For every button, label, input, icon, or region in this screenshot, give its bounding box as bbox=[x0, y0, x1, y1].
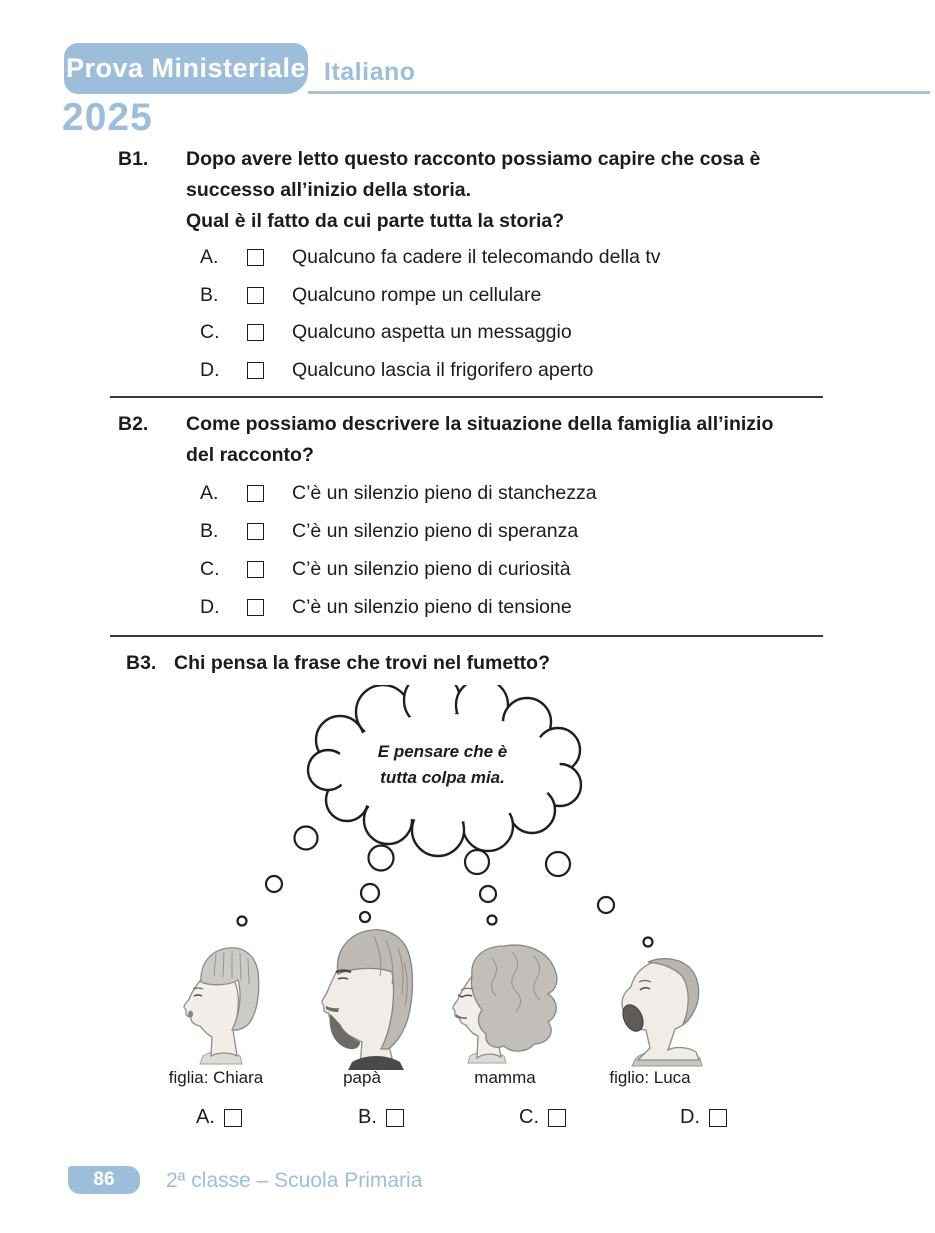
option-row-b1-c bbox=[200, 321, 572, 344]
answer-checkbox[interactable] bbox=[247, 599, 264, 616]
answer-checkbox[interactable] bbox=[224, 1109, 242, 1127]
option-letter: A. bbox=[200, 482, 219, 504]
option-row-b1-b bbox=[200, 284, 541, 307]
thought-trail-papa bbox=[360, 846, 394, 923]
answer-option-b bbox=[358, 1106, 404, 1129]
thought-trail-figlia bbox=[238, 827, 318, 926]
option-letter: D. bbox=[200, 359, 220, 381]
option-row-b1-a bbox=[200, 246, 661, 269]
section-divider bbox=[110, 635, 823, 637]
answer-checkbox[interactable] bbox=[247, 249, 264, 266]
answer-checkbox[interactable] bbox=[548, 1109, 566, 1127]
answer-checkbox[interactable] bbox=[247, 324, 264, 341]
option-label: Qualcuno lascia il frigorifero aperto bbox=[292, 359, 594, 381]
answer-option-c bbox=[519, 1106, 566, 1129]
option-letter: C. bbox=[200, 321, 220, 343]
thought-bubble-text-line2: tutta colpa mia. bbox=[380, 768, 505, 787]
subject-label: Italiano bbox=[324, 58, 416, 86]
question-b1-id: B1. bbox=[118, 148, 149, 170]
character-mamma-illustration bbox=[453, 945, 557, 1063]
option-row-b2-d bbox=[200, 596, 572, 619]
answer-checkbox[interactable] bbox=[247, 362, 264, 379]
question-b2-line: Come possiamo descrivere la situazione della famiglia all’inizio bbox=[186, 413, 774, 435]
option-label: Qualcuno fa cadere il telecomando della tv bbox=[292, 246, 661, 268]
question-b3-id: B3. bbox=[126, 652, 157, 674]
option-label: C’è un silenzio pieno di curiosità bbox=[292, 558, 571, 580]
option-letter: C. bbox=[200, 558, 220, 580]
option-letter: D. bbox=[680, 1106, 700, 1128]
footer-label: 2ª classe – Scuola Primaria bbox=[166, 1169, 423, 1192]
option-label: Qualcuno rompe un cellulare bbox=[292, 284, 542, 306]
header-tab-label: Prova Ministeriale bbox=[65, 53, 307, 83]
answer-checkbox[interactable] bbox=[709, 1109, 727, 1127]
question-b2-line: del racconto? bbox=[186, 444, 314, 466]
year-label: 2025 bbox=[62, 96, 153, 139]
option-row-b1-d bbox=[200, 359, 593, 382]
thought-trail-mamma bbox=[465, 850, 497, 925]
answer-checkbox[interactable] bbox=[247, 485, 264, 502]
option-label: Qualcuno aspetta un messaggio bbox=[292, 321, 572, 343]
answer-option-a bbox=[196, 1106, 242, 1129]
answer-checkbox[interactable] bbox=[386, 1109, 404, 1127]
answer-checkbox[interactable] bbox=[247, 287, 264, 304]
question-b2-id: B2. bbox=[118, 413, 149, 435]
option-label: C’è un silenzio pieno di tensione bbox=[292, 596, 572, 618]
question-b1-line: Qual è il fatto da cui parte tutta la storia? bbox=[186, 210, 565, 232]
character-label-figlio: figlio: Luca bbox=[609, 1068, 691, 1087]
option-row-b2-a bbox=[200, 482, 597, 505]
answer-checkbox[interactable] bbox=[247, 561, 264, 578]
header-tab bbox=[64, 43, 308, 94]
option-letter: A. bbox=[200, 246, 219, 268]
option-letter: B. bbox=[200, 520, 219, 542]
character-figlio-illustration bbox=[619, 959, 702, 1066]
thought-trail-figlio bbox=[546, 852, 653, 947]
character-papa-illustration bbox=[322, 930, 412, 1070]
question-b3-text: Chi pensa la frase che trovi nel fumetto? bbox=[174, 652, 551, 674]
question-b1-line: Dopo avere letto questo racconto possiamo capire che cosa è bbox=[186, 148, 761, 170]
thought-bubble-text-line1: E pensare che è bbox=[377, 742, 508, 761]
option-letter: A. bbox=[196, 1106, 215, 1128]
answer-checkbox[interactable] bbox=[247, 523, 264, 540]
option-letter: B. bbox=[200, 284, 219, 306]
question-b1-line: successo all’inizio della storia. bbox=[186, 179, 472, 201]
character-label-papa: papà bbox=[343, 1068, 381, 1087]
option-letter: C. bbox=[519, 1106, 539, 1128]
character-label-mamma: mamma bbox=[474, 1068, 536, 1087]
character-label-figlia: figlia: Chiara bbox=[168, 1068, 264, 1087]
option-label: C’è un silenzio pieno di speranza bbox=[292, 520, 579, 542]
option-letter: B. bbox=[358, 1106, 377, 1128]
option-row-b2-c bbox=[200, 558, 571, 581]
option-letter: D. bbox=[200, 596, 220, 618]
header-rule bbox=[308, 91, 930, 94]
character-figlia-illustration bbox=[184, 948, 259, 1064]
page-number: 86 bbox=[93, 1169, 115, 1190]
option-row-b2-b bbox=[200, 520, 578, 543]
section-divider bbox=[110, 396, 823, 398]
option-label: C’è un silenzio pieno di stanchezza bbox=[292, 482, 597, 504]
answer-option-d bbox=[680, 1106, 727, 1129]
page-number-badge bbox=[68, 1166, 140, 1194]
